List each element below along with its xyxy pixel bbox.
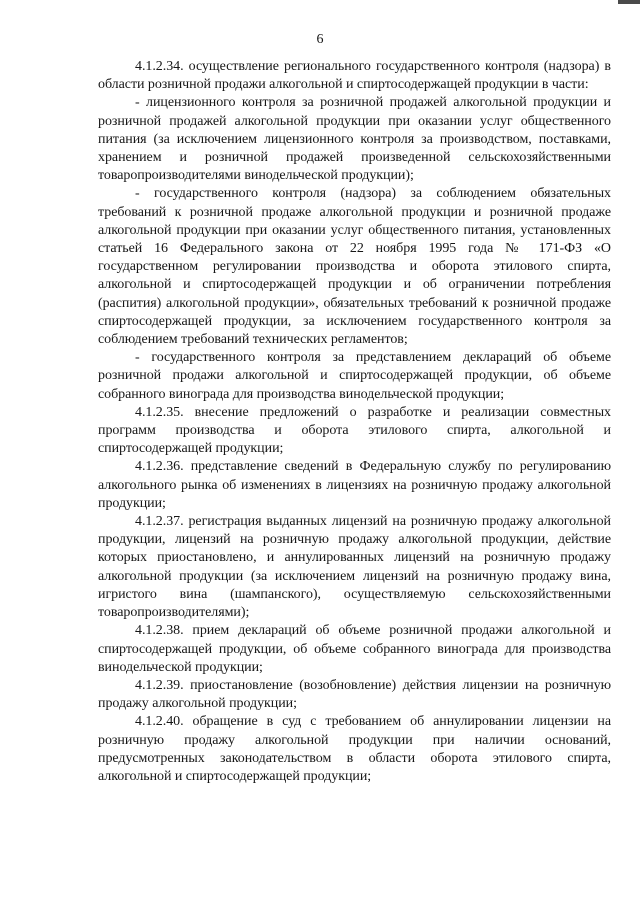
- page-number: 6: [316, 32, 324, 47]
- clause-4-1-2-40: 4.1.2.40. обращение в суд с требованием об аннулировании лицензии на розничную продажу алкогольной продукции при наличии оснований, предусмотренных законодательством в области оборота этилового спирта, алкогольной и спиртосодержащей продукции;: [98, 714, 611, 784]
- clause-4-1-2-35: 4.1.2.35. внесение предложений о разработке и реализации совместных программ производства и оборота этилового спирта, алкогольной и спиртосодержащей продукции;: [98, 404, 611, 457]
- subclause-declarations-control: - государственного контроля за представлением деклараций об объеме розничной продажи алкогольной и спиртосодержащей продукции, об объеме собранного винограда для производства винодельческой продукции;: [98, 350, 611, 402]
- document-body: [98, 58, 611, 786]
- clause-4-1-2-37: 4.1.2.37. регистрация выданных лицензий на розничную продажу алкогольной продукции, лицензий на розничную продажу алкогольной продукции, действие которых приостановлено, и аннулированных лицензий на розничную продажу алкогольной продукции (за исключением лицензий на розничную продажу вина, игристого вина (шампанского), осуществляемую сельскохозяйственными товаропроизводителями);: [98, 514, 611, 621]
- clause-4-1-2-36: 4.1.2.36. представление сведений в Федеральную службу по регулированию алкогольного рынка об изменениях в лицензиях на розничную продажу алкогольной продукции;: [98, 459, 611, 511]
- subclause-state-supervision: - государственного контроля (надзора) за соблюдением обязательных требований к розничной продаже алкогольной продукции и розничной продаже алкогольной продукции при оказании услуг общественного питания, установленных статьей 16 Федерального закона от 22 ноября 1995 года № 171-ФЗ «О государственном регулировании производства и оборота этилового спирта, алкогольной и спиртосодержащей продукции и об ограничении потребления (распития) алкогольной продукции», обязательных требований к розничной продаже спиртосодержащей продукции, за исключением государственного контроля за соблюдением требований технических регламентов;: [98, 186, 611, 348]
- clause-4-1-2-39: 4.1.2.39. приостановление (возобновление) действия лицензии на розничную продажу алкогольной продукции;: [98, 677, 611, 712]
- clause-4-1-2-38: 4.1.2.38. прием деклараций об объеме розничной продажи алкогольной и спиртосодержащей продукции, об объеме собранного винограда для производства винодельческой продукции;: [98, 623, 611, 675]
- scan-edge-mark: [618, 0, 640, 4]
- clause-4-1-2-34: 4.1.2.34. осуществление регионального государственного контроля (надзора) в области розничной продажи алкогольной и спиртосодержащей продукции в части:: [98, 59, 611, 93]
- subclause-licensing-control: - лицензионного контроля за розничной продажей алкогольной продукции и розничной продажей алкогольной продукции при оказании услуг общественного питания (за исключением лицензионного контроля за производством, поставками, хранением и розничной продажей произведенной сельскохозяйственными товаропроизводителями винодельческой продукции);: [98, 95, 611, 184]
